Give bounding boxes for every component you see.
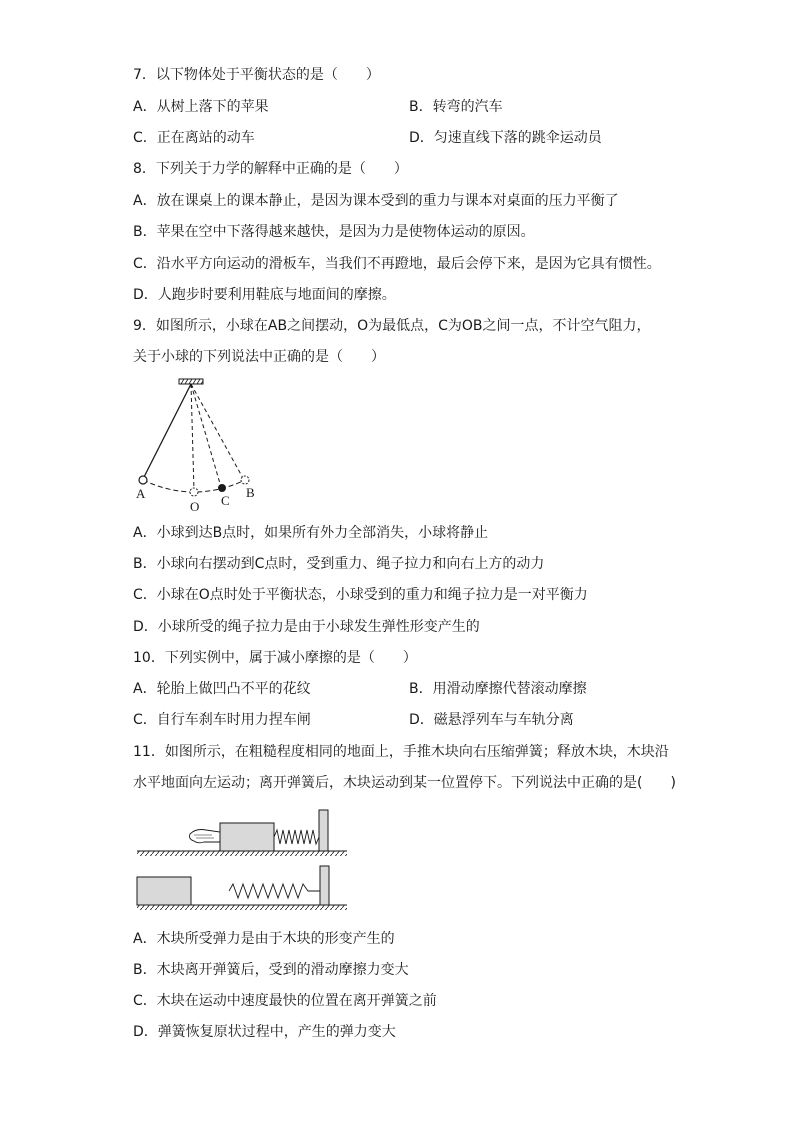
q7-option-d: D．匀速直线下落的跳伞运动员 — [409, 130, 602, 146]
q9-option-d: D．小球所受的绳子拉力是由于小球发生弹性形变产生的 — [133, 619, 480, 635]
spring-relaxed — [229, 884, 320, 898]
q7-stem: 7．以下物体处于平衡状态的是（ ） — [133, 67, 380, 83]
string-to-c — [191, 384, 221, 487]
wall-top — [319, 810, 328, 851]
string-to-b — [191, 384, 244, 480]
block-released — [137, 877, 191, 905]
q8-option-b: B．苹果在空中下落得越来越快，是因为力是使物体运动的原因。 — [133, 224, 535, 240]
label-o: O — [190, 499, 200, 514]
q11-option-c: C．木块在运动中速度最快的位置在离开弹簧之前 — [133, 993, 437, 1009]
spring-block-figure — [132, 806, 352, 916]
string-to-a — [143, 384, 191, 479]
q10-option-c: C．自行车刹车时用力捏车闸 — [133, 712, 311, 728]
q10-option-d: D．磁悬浮列车与车轨分离 — [409, 712, 574, 728]
string-to-o — [191, 384, 194, 491]
q11-stem-line1: 11．如图所示，在粗糙程度相同的地面上，手推木块向右压缩弹簧；释放木块，木块沿 — [133, 744, 669, 760]
q11-option-b: B．木块离开弹簧后，受到的滑动摩擦力变大 — [133, 962, 409, 978]
q11-option-d: D．弹簧恢复原状过程中，产生的弹力变大 — [133, 1024, 396, 1040]
spring-compressed — [274, 830, 319, 844]
q8-option-a: A．放在课桌上的课本静止，是因为课本受到的重力与课本对桌面的压力平衡了 — [133, 193, 619, 209]
q9-option-b: B．小球向右摆动到C点时，受到重力、绳子拉力和向右上方的动力 — [133, 556, 545, 572]
q10-stem: 10．下列实例中，属于减小摩擦的是（ ） — [133, 650, 417, 666]
ball-o — [190, 488, 198, 496]
q9-option-c: C．小球在O点时处于平衡状态，小球受到的重力和绳子拉力是一对平衡力 — [133, 587, 588, 603]
ball-b — [241, 476, 249, 484]
q11-stem-line2: 水平地面向左运动；离开弹簧后，木块运动到某一位置停下。下列说法中正确的是( ) — [133, 775, 676, 791]
wall-bottom — [320, 866, 329, 905]
label-c: C — [221, 493, 230, 508]
label-a: A — [136, 486, 146, 501]
ball-c — [218, 484, 226, 492]
hand-icon — [190, 830, 221, 843]
ball-a — [139, 476, 147, 484]
q9-stem-line1: 9．如图所示，小球在AB之间摆动，O为最低点，C为OB之间一点，不计空气阻力， — [133, 318, 651, 334]
q7-option-c: C．正在离站的动车 — [133, 130, 255, 146]
q9-stem-line2: 关于小球的下列说法中正确的是（ ） — [133, 349, 385, 365]
q10-option-a: A．轮胎上做凹凸不平的花纹 — [133, 681, 311, 697]
q8-stem: 8．下列关于力学的解释中正确的是（ ） — [133, 161, 408, 177]
scene-compressed — [137, 810, 347, 856]
q7-option-b: B．转弯的汽车 — [409, 99, 503, 115]
block-compressed — [220, 823, 274, 851]
q8-option-c: C．沿水平方向运动的滑板车，当我们不再蹬地，最后会停下来，是因为它具有惯性。 — [133, 256, 661, 272]
scene-relaxed — [137, 866, 347, 910]
q11-option-a: A．木块所受弹力是由于木块的形变产生的 — [133, 931, 395, 947]
q10-option-b: B．用滑动摩擦代替滚动摩擦 — [409, 681, 587, 697]
q7-option-a: A．从树上落下的苹果 — [133, 99, 269, 115]
q9-option-a: A．小球到达B点时，如果所有外力全部消失，小球将静止 — [133, 525, 489, 541]
q8-option-d: D．人跑步时要利用鞋底与地面间的摩擦。 — [133, 287, 396, 303]
label-b: B — [246, 485, 255, 500]
pendulum-figure — [130, 374, 270, 514]
